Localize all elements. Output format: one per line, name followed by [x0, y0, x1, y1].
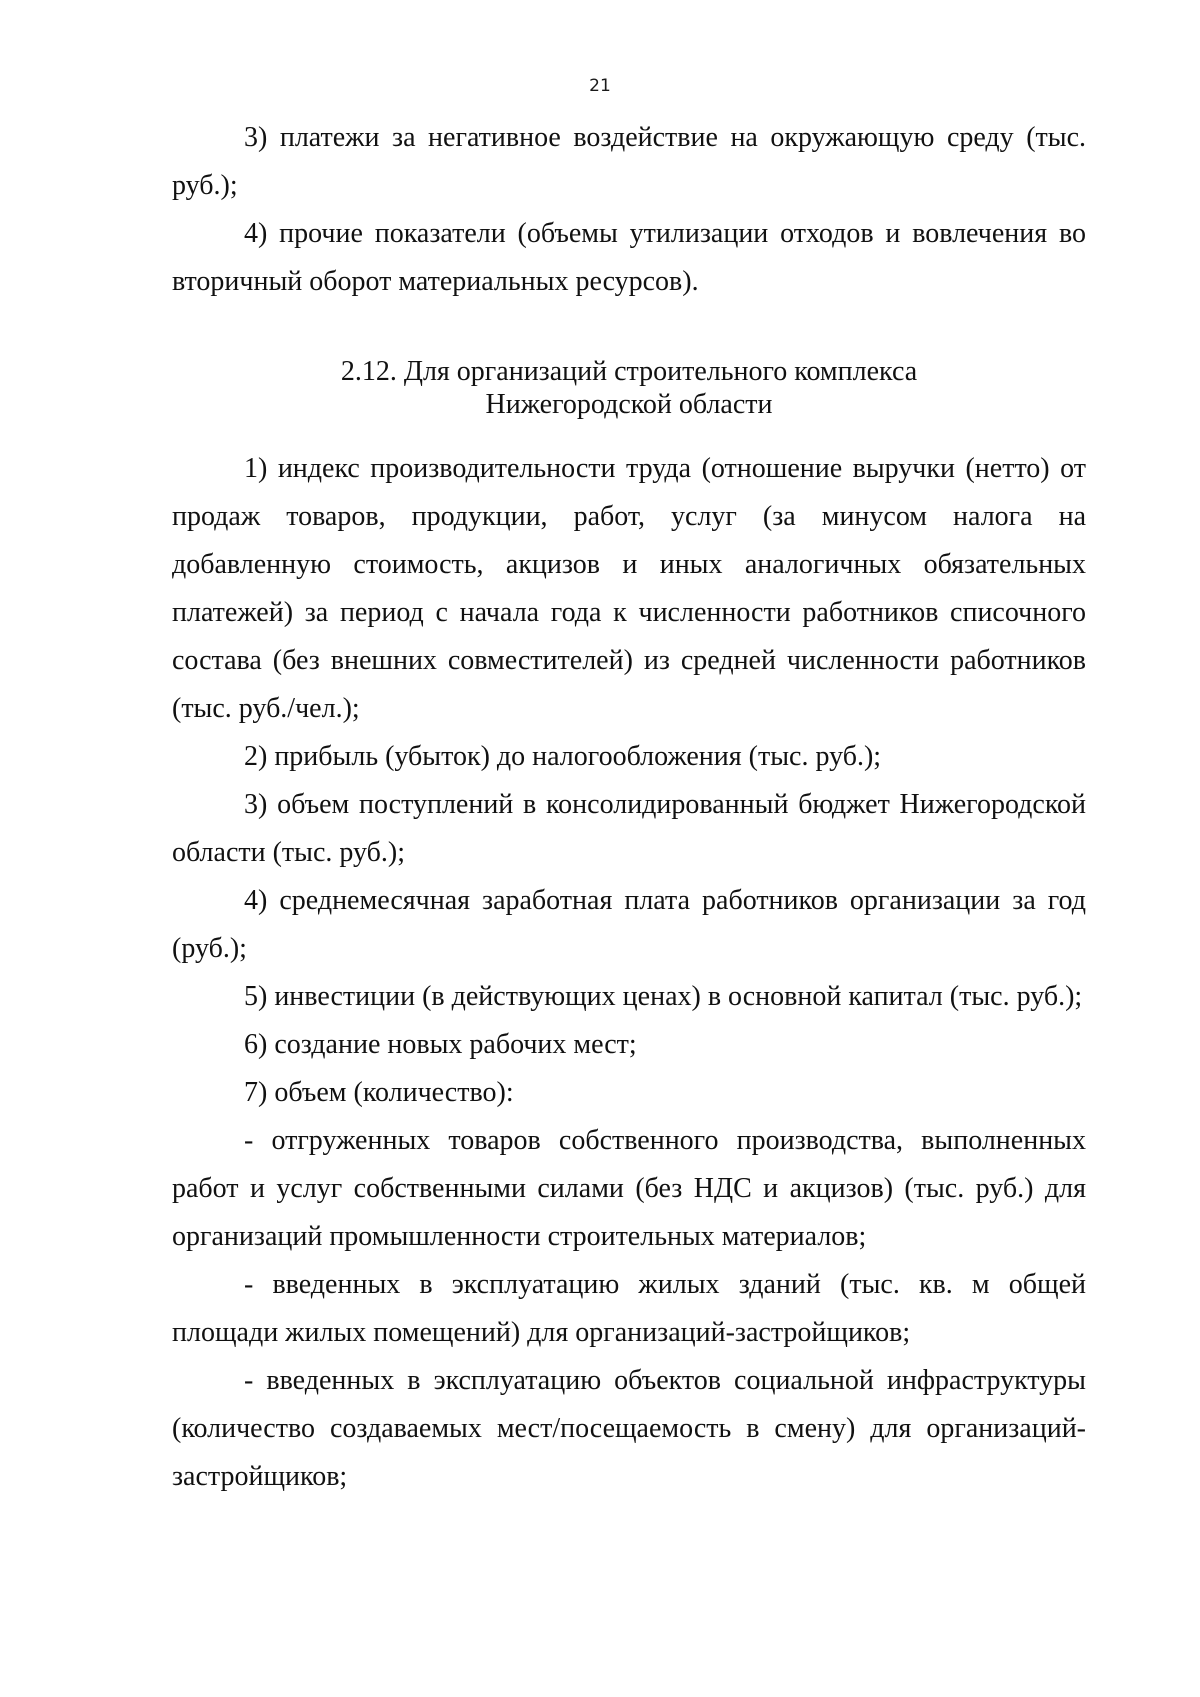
list-item: 3) объем поступлений в консолидированный бюджет Нижегородской области (тыс. руб.); — [172, 789, 1086, 868]
list-item: 3) платежи за негативное воздействие на окружающую среду (тыс. руб.); — [172, 122, 1086, 201]
list-item: 4) прочие показатели (объемы утилизации отходов и вовлечения во вторичный оборот материальных ресурсов). — [172, 218, 1086, 297]
list-block-main — [172, 445, 1086, 1501]
list-block-top — [172, 114, 1086, 306]
list-item: - отгруженных товаров собственного производства, выполненных работ и услуг собственными силами (без НДС и акцизов) (тыс. руб.) для организаций промышленности строительных материалов; — [172, 1125, 1086, 1252]
list-item: 7) объем (количество): — [244, 1077, 514, 1108]
section-heading-line1: 2.12. Для организаций строительного комплекса — [340, 356, 918, 387]
section-heading-line2: Нижегородской области — [485, 389, 773, 420]
list-item: 5) инвестиции (в действующих ценах) в основной капитал (тыс. руб.); — [244, 981, 1083, 1012]
list-item: 6) создание новых рабочих мест; — [244, 1029, 637, 1060]
list-item: 4) среднемесячная заработная плата работников организации за год (руб.); — [172, 885, 1086, 964]
list-item: 1) индекс производительности труда (отношение выручки (нетто) от продаж товаров, продукции, работ, услуг (за минусом налога на добавленную стоимость, акцизов и иных аналогичных обязательных платежей) за период с начала года к численности работников списочного состава (без внешних совместителей) из средней численности работников (тыс. руб./чел.); — [172, 453, 1086, 724]
page-number: 21 — [589, 76, 611, 96]
list-item: - введенных в эксплуатацию объектов социальной инфраструктуры (количество создаваемых мест/посещаемость в смену) для организаций-застройщиков; — [172, 1365, 1086, 1492]
list-item: 2) прибыль (убыток) до налогообложения (тыс. руб.); — [244, 741, 882, 772]
list-item: - введенных в эксплуатацию жилых зданий (тыс. кв. м общей площади жилых помещений) для организаций-застройщиков; — [172, 1269, 1086, 1348]
section-heading — [172, 355, 1086, 421]
